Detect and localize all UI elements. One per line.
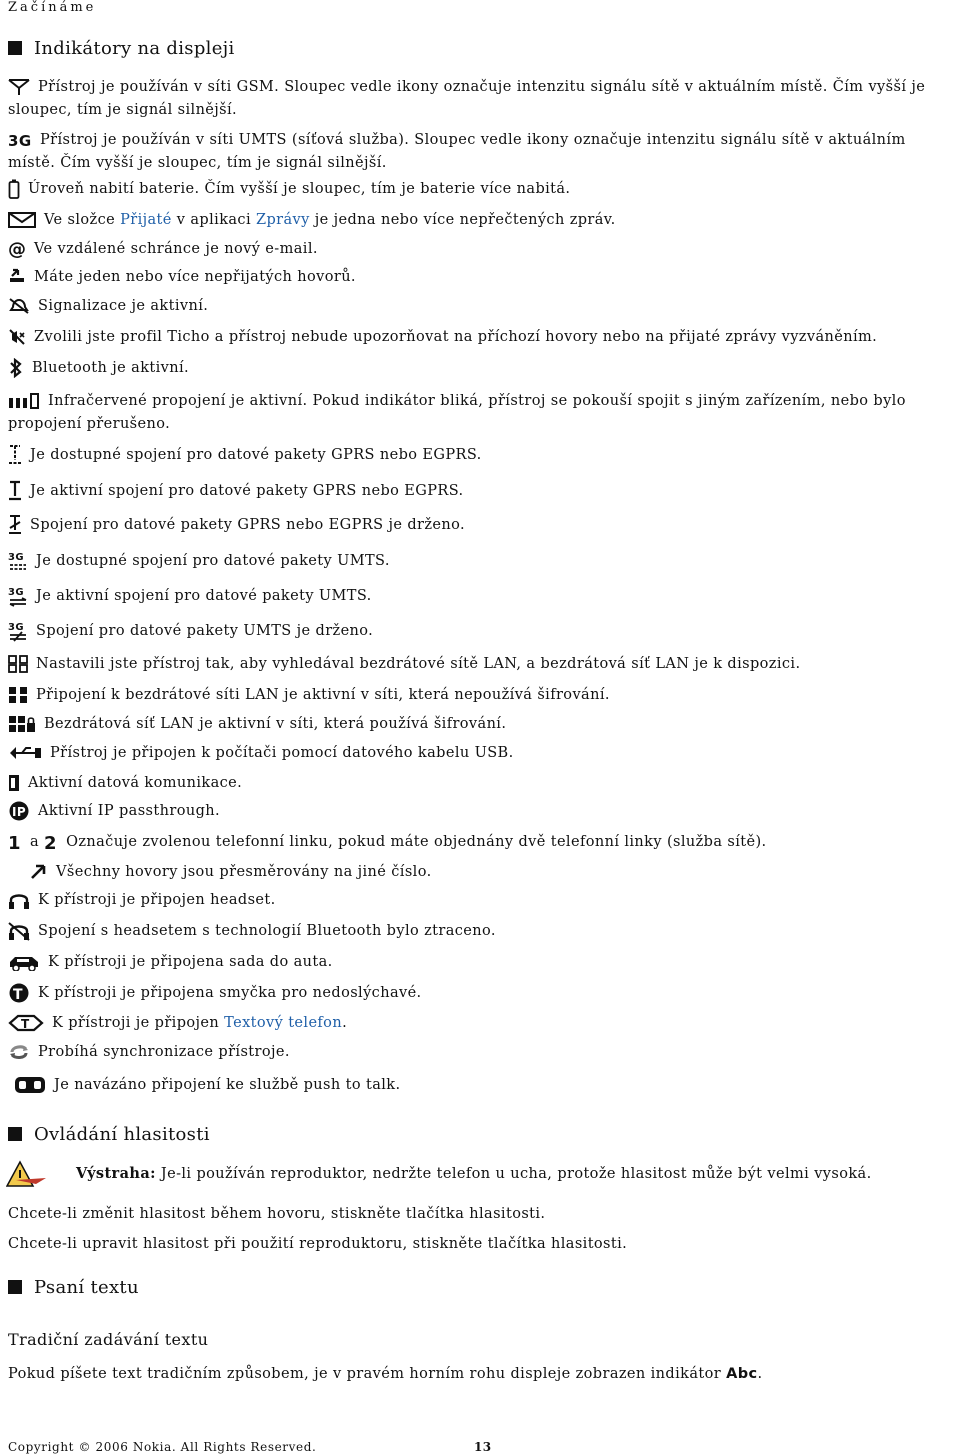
- indicator-row: [8, 480, 950, 503]
- indicator-text: v aplikaci: [171, 212, 256, 228]
- bullet-square-icon: [8, 41, 22, 55]
- indicator-row: [8, 1012, 950, 1035]
- indicator-row: [8, 684, 950, 707]
- indicator-text: Úroveň nabití baterie. Čím vyšší je sloupec, tím je baterie více nabitá.: [28, 181, 571, 197]
- indicator-row: [8, 357, 950, 380]
- indicator-text: Nastavili jste přístroj tak, aby vyhledával bezdrátové sítě LAN, a bezdrátová síť LAN je k dispozici.: [36, 656, 801, 672]
- text-phone-icon: [8, 1014, 44, 1032]
- missed-call-icon: [8, 268, 26, 286]
- indicator-text: Všechny hovory jsou přesměrovány na jiné číslo.: [56, 864, 432, 880]
- inbox-link[interactable]: Přijaté: [120, 212, 172, 228]
- wlan-encrypted-icon: [8, 715, 36, 733]
- indicator-text: Je navázáno připojení ke službě push to talk.: [54, 1077, 401, 1093]
- section-heading-indicators: [8, 38, 235, 59]
- umts-hold-icon: [8, 620, 28, 642]
- indicator-row: [8, 772, 950, 795]
- page-number: 13: [474, 1440, 492, 1454]
- indicator-text: K přístroji je připojen: [52, 1015, 225, 1031]
- indicator-text: Přístroj je používán v síti UMTS (síťová služba). Sloupec vedle ikony označuje intenzitu signálu sítě v aktuálním místě. Čím vyšší je sloupec, tím je signál silnější.: [8, 132, 906, 171]
- svg-text:T: T: [21, 1017, 30, 1031]
- indicator-text: Je aktivní spojení pro datové pakety UMTS.: [36, 588, 372, 604]
- indicator-row: [8, 76, 950, 122]
- indicator-text: Ve složce: [44, 212, 121, 228]
- line-1-icon: [8, 833, 22, 851]
- bullet-square-icon: [8, 1280, 22, 1294]
- indicator-row: [8, 209, 950, 232]
- umts-3g-icon: [8, 132, 32, 148]
- indicator-text: Přístroj je používán v síti GSM. Sloupec vedle ikony označuje intenzitu signálu sítě v aktuálním místě. Čím vyšší je sloupec, tím je signál silnější.: [8, 79, 926, 118]
- indicator-text: Spojení s headsetem s technologií Bluetooth bylo ztraceno.: [38, 923, 496, 939]
- indicator-text: a: [30, 834, 40, 850]
- battery-icon: [8, 179, 20, 199]
- gprs-hold-icon: [8, 514, 22, 536]
- silent-profile-icon: [8, 328, 26, 346]
- at-email-icon: [8, 240, 26, 258]
- indicator-text: Máte jeden nebo více nepřijatých hovorů.: [34, 269, 356, 285]
- indicator-text: Přístroj je připojen k počítači pomocí datového kabelu USB.: [50, 745, 514, 761]
- bullet-square-icon: [8, 1127, 22, 1141]
- indicator-row: [8, 295, 950, 318]
- indicator-row: [8, 982, 950, 1005]
- gprs-active-icon: [8, 480, 22, 502]
- section-heading-text: Ovládání hlasitosti: [34, 1124, 210, 1145]
- bt-headset-lost-icon: [8, 921, 30, 941]
- call-divert-icon: [8, 863, 48, 881]
- indicator-row: [8, 550, 950, 573]
- indicator-row: [8, 390, 950, 436]
- usb-cable-icon: [8, 744, 42, 762]
- indicator-row: [14, 1074, 950, 1097]
- push-to-talk-icon: [14, 1075, 46, 1095]
- indicator-row: [8, 889, 950, 912]
- indicator-text: Připojení k bezdrátové síti LAN je aktivní v síti, která nepoužívá šifrování.: [36, 687, 610, 703]
- indicator-text: Aktivní IP passthrough.: [38, 803, 220, 819]
- indicator-text: Spojení pro datové pakety UMTS je drženo.: [36, 623, 374, 639]
- traditional-text: Pokud píšete text tradičním způsobem, je v pravém horním rohu displeje zobrazen indikátor: [8, 1366, 722, 1382]
- indicator-row: [8, 831, 950, 854]
- indicator-row: [8, 585, 950, 608]
- indicator-text: .: [342, 1015, 348, 1031]
- gsm-signal-icon: [8, 78, 30, 96]
- abc-indicator-icon: Abc: [726, 1366, 758, 1382]
- ip-passthrough-icon: [8, 801, 30, 821]
- headset-icon: [8, 890, 30, 910]
- indicator-row: [8, 653, 950, 676]
- indicator-row: [8, 266, 950, 289]
- indicator-text: K přístroji je připojen headset.: [38, 892, 276, 908]
- text-phone-link[interactable]: Textový telefon: [224, 1015, 343, 1031]
- messages-link[interactable]: Zprávy: [256, 212, 310, 228]
- svg-text:3G: 3G: [8, 552, 24, 563]
- svg-text:2: 2: [44, 833, 57, 851]
- indicator-text: Probíhá synchronizace přístroje.: [38, 1044, 290, 1060]
- indicator-row: [8, 326, 950, 349]
- warning-triangle-icon: [6, 1160, 48, 1188]
- indicator-text: Označuje zvolenou telefonní linku, pokud máte objednány dvě telefonní linky (služba sítě).: [66, 834, 767, 850]
- indicator-text: Spojení pro datové pakety GPRS nebo EGPRS je drženo.: [30, 517, 466, 533]
- subsection-heading-traditional: Tradiční zadávání textu: [8, 1330, 209, 1349]
- wlan-available-icon: [8, 655, 28, 673]
- indicator-row: [8, 951, 950, 974]
- indicator-text: K přístroji je připojena smyčka pro nedoslýchavé.: [38, 985, 422, 1001]
- indicator-text: je jedna nebo více nepřečtených zpráv.: [309, 212, 616, 228]
- svg-text:3G: 3G: [8, 132, 32, 148]
- svg-text:3G: 3G: [8, 587, 24, 598]
- gprs-available-icon: [8, 444, 22, 466]
- footer-copyright: Copyright © 2006 Nokia. All Rights Reserved.: [8, 1440, 317, 1454]
- line-2-icon: [44, 833, 58, 851]
- indicator-row: [8, 620, 950, 643]
- loopset-icon: [8, 983, 30, 1003]
- traditional-paragraph: [8, 1363, 950, 1386]
- indicator-text: Ve vzdálené schránce je nový e-mail.: [34, 241, 318, 257]
- indicator-row: [8, 178, 950, 201]
- svg-text:T: T: [13, 987, 23, 1003]
- indicator-text: Je dostupné spojení pro datové pakety GPRS nebo EGPRS.: [30, 447, 482, 463]
- infrared-icon: [8, 392, 40, 410]
- section-heading-volume: [8, 1124, 210, 1145]
- warning-text: Je-li používán reproduktor, nedržte telefon u ucha, protože hlasitost může být velmi vysoká.: [155, 1166, 872, 1182]
- indicator-row: [8, 861, 950, 884]
- svg-text:1: 1: [8, 833, 21, 851]
- volume-paragraph-1: Chcete-li změnit hlasitost během hovoru, stiskněte tlačítka hlasitosti.: [8, 1206, 546, 1222]
- indicator-text: Je dostupné spojení pro datové pakety UMTS.: [36, 553, 390, 569]
- indicator-row: [8, 129, 950, 175]
- indicator-text: Je aktivní spojení pro datové pakety GPRS nebo EGPRS.: [30, 483, 464, 499]
- warning-row: [6, 1160, 950, 1188]
- indicator-text: K přístroji je připojena sada do auta.: [48, 954, 333, 970]
- section-heading-text: Indikátory na displeji: [34, 38, 235, 59]
- umts-active-icon: [8, 585, 28, 607]
- volume-paragraph-2: Chcete-li upravit hlasitost při použití reproduktoru, stiskněte tlačítka hlasitosti.: [8, 1236, 628, 1252]
- umts-available-icon: [8, 550, 28, 572]
- section-heading-text: Psaní textu: [34, 1277, 139, 1298]
- traditional-text-end: .: [757, 1366, 763, 1382]
- svg-text:IP: IP: [12, 805, 27, 819]
- indicator-text: Bezdrátová síť LAN je aktivní v síti, která používá šifrování.: [44, 716, 507, 732]
- section-heading-writing: [8, 1277, 139, 1298]
- car-kit-icon: [8, 953, 40, 971]
- indicator-text: Aktivní datová komunikace.: [28, 775, 243, 791]
- svg-text:3G: 3G: [8, 622, 24, 633]
- wlan-unencrypted-icon: [8, 686, 28, 704]
- running-header: Začínáme: [8, 0, 97, 15]
- envelope-icon: [8, 212, 36, 228]
- data-call-icon: [8, 774, 20, 792]
- indicator-text: Infračervené propojení je aktivní. Pokud indikátor bliká, přístroj se pokouší spojit s jiným zařízením, nebo bylo propojení přerušeno.: [8, 393, 906, 432]
- indicator-text: Signalizace je aktivní.: [38, 298, 209, 314]
- sync-icon: [8, 1043, 30, 1061]
- indicator-row: [8, 444, 950, 467]
- indicator-row: [8, 238, 950, 261]
- indicator-text: Bluetooth je aktivní.: [32, 360, 190, 376]
- indicator-row: [8, 1041, 950, 1064]
- bluetooth-icon: [8, 358, 24, 378]
- indicator-row: [8, 514, 950, 537]
- indicator-row: [8, 920, 950, 943]
- alarm-icon: [8, 297, 30, 315]
- svg-text:@: @: [8, 240, 26, 258]
- indicator-text: Zvolili jste profil Ticho a přístroj nebude upozorňovat na příchozí hovory nebo na přijaté zprávy vyzváněním.: [34, 329, 878, 345]
- warning-label: Výstraha:: [76, 1165, 156, 1182]
- indicator-row: [8, 800, 950, 823]
- indicator-row: [8, 713, 950, 736]
- indicator-row: [8, 742, 950, 765]
